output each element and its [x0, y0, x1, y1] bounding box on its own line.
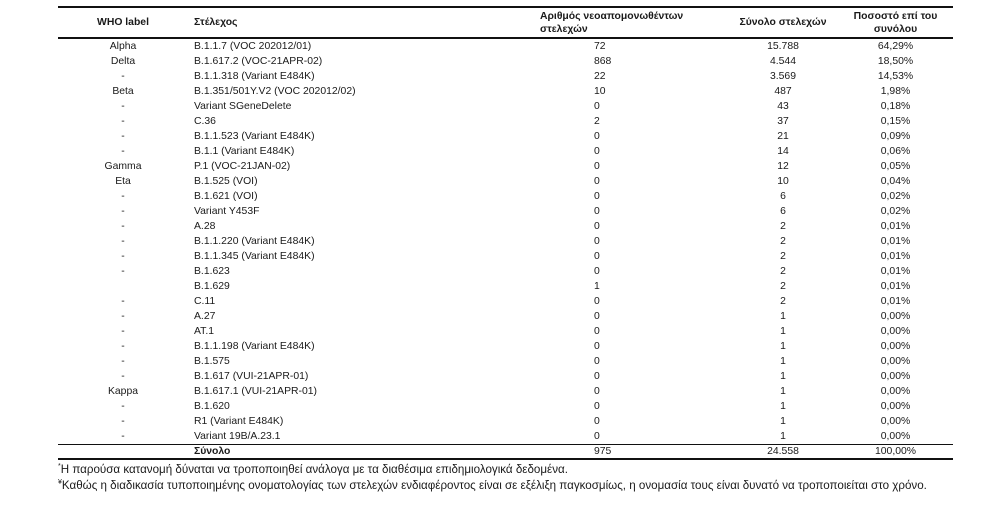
total-cell: 37 [777, 116, 789, 127]
table-row [58, 384, 953, 399]
percentage-cell: 0,00% [880, 341, 911, 352]
who-label-cell: - [121, 326, 125, 337]
who-label-cell: - [121, 431, 125, 442]
new-isolated-cell: 868 [594, 56, 612, 67]
footnote-text: Καθώς η διαδικασία τυποποιημένης ονοματολογίας των στελεχών ενδιαφέροντος είναι σε εξέλιξη παγκοσμίως, η ονομασία τους είναι δυνατό να τροποποιείται στο χρόνο. [61, 479, 927, 492]
new-isolated-cell: 0 [594, 401, 600, 412]
header-percentage: Ποσοστό επί του συνόλου [838, 7, 953, 38]
who-label-cell: - [121, 416, 125, 427]
total-cell: 1 [780, 326, 786, 337]
percentage-cell: 0,01% [880, 236, 911, 247]
percentage-cell: 18,50% [877, 56, 914, 67]
table-row [58, 129, 953, 144]
document-page [58, 6, 953, 494]
who-label-cell: - [121, 146, 125, 157]
who-label-cell: - [121, 191, 125, 202]
total-label: Σύνολο [188, 445, 458, 460]
who-label-cell: Beta [112, 86, 134, 97]
percentage-cell: 64,29% [877, 41, 914, 52]
percentage-cell: 1,98% [880, 86, 911, 97]
total-cell: 4.544 [769, 56, 796, 67]
total-cell: 2 [780, 251, 786, 262]
total-cell: 2 [780, 281, 786, 292]
new-isolated-cell: 22 [594, 71, 606, 82]
who-label-cell: - [121, 101, 125, 112]
strain-cell: B.1.1.220 (Variant E484K) [194, 236, 315, 247]
footnote-marker: ¥ [58, 479, 62, 486]
who-label-cell: Gamma [104, 161, 142, 172]
new-isolated-cell: 0 [594, 266, 600, 277]
variants-table [58, 6, 953, 460]
strain-cell: B.1.1.523 (Variant E484K) [194, 131, 315, 142]
new-isolated-cell: 0 [594, 161, 600, 172]
strain-cell: Variant 19B/A.23.1 [194, 431, 281, 442]
table-row [58, 324, 953, 339]
new-isolated-cell: 0 [594, 146, 600, 157]
new-isolated-cell: 72 [594, 41, 606, 52]
table-row [58, 234, 953, 249]
table-row [58, 38, 953, 54]
percentage-cell: 0,05% [880, 161, 911, 172]
new-isolated-cell: 0 [594, 371, 600, 382]
new-isolated-cell: 0 [594, 431, 600, 442]
who-label-cell: - [121, 116, 125, 127]
strain-cell: B.1.620 [194, 401, 230, 412]
percentage-cell: 0,06% [880, 146, 911, 157]
total-cell: 3.569 [769, 71, 796, 82]
table-row [58, 144, 953, 159]
total-cell: 2 [780, 236, 786, 247]
percentage-cell: 0,01% [880, 221, 911, 232]
total-cell: 1 [780, 386, 786, 397]
total-cell: 1 [780, 401, 786, 412]
who-label-cell: - [121, 371, 125, 382]
who-label-cell [58, 279, 188, 294]
total-cell: 21 [777, 131, 789, 142]
new-isolated-cell: 0 [594, 311, 600, 322]
new-isolated-cell: 0 [594, 236, 600, 247]
footnote-marker: * [58, 463, 61, 470]
percentage-cell: 0,18% [880, 101, 911, 112]
total-cell: 14 [777, 146, 789, 157]
total-cell: 1 [780, 341, 786, 352]
table-row [58, 309, 953, 324]
strain-cell: B.1.617.1 (VUI-21APR-01) [194, 386, 318, 397]
new-isolated-cell: 0 [594, 296, 600, 307]
total-percentage: 100,00% [838, 445, 953, 460]
total-cell: 1 [780, 371, 786, 382]
table-header [58, 7, 953, 38]
total-cell: 1 [780, 431, 786, 442]
new-isolated-cell: 0 [594, 206, 600, 217]
table-row [58, 354, 953, 369]
strain-cell: Variant Y453F [194, 206, 260, 217]
percentage-cell: 0,15% [880, 116, 911, 127]
total-cell: 1 [780, 356, 786, 367]
strain-cell: A.27 [194, 311, 216, 322]
percentage-cell: 0,00% [880, 371, 911, 382]
footnotes [58, 462, 953, 494]
total-cell: 2 [780, 266, 786, 277]
table-row [58, 339, 953, 354]
table-row [58, 264, 953, 279]
table-row [58, 84, 953, 99]
new-isolated-cell: 0 [594, 386, 600, 397]
percentage-cell: 0,01% [880, 281, 911, 292]
total-strains: 24.558 [728, 445, 838, 460]
who-label-cell: - [121, 71, 125, 82]
new-isolated-cell: 0 [594, 356, 600, 367]
total-cell: 6 [780, 206, 786, 217]
total-cell: 10 [777, 176, 789, 187]
table-row [58, 429, 953, 445]
new-isolated-cell: 0 [594, 176, 600, 187]
table-row [58, 99, 953, 114]
table-row [58, 369, 953, 384]
strain-cell: C.11 [194, 296, 216, 307]
new-isolated-cell: 10 [594, 86, 606, 97]
who-label-cell: - [121, 296, 125, 307]
strain-cell: B.1.617 (VUI-21APR-01) [194, 371, 309, 382]
strain-cell: B.1.1.345 (Variant E484K) [194, 251, 315, 262]
who-label-cell: - [121, 356, 125, 367]
total-cell: 6 [780, 191, 786, 202]
table-row [58, 204, 953, 219]
table-row [58, 414, 953, 429]
percentage-cell: 0,01% [880, 251, 911, 262]
strain-cell: B.1.617.2 (VOC-21APR-02) [194, 56, 323, 67]
total-row [58, 445, 953, 460]
percentage-cell: 0,01% [880, 296, 911, 307]
header-new-isolated: Αριθμός νεοαπομονωθέντων στελεχών [458, 7, 728, 38]
percentage-cell: 0,00% [880, 401, 911, 412]
who-label-cell: Eta [115, 176, 131, 187]
percentage-cell: 0,00% [880, 416, 911, 427]
percentage-cell: 0,02% [880, 206, 911, 217]
table-row [58, 279, 953, 294]
strain-cell: B.1.629 [194, 281, 230, 292]
header-who-label: WHO label [58, 7, 188, 38]
table-row [58, 249, 953, 264]
table-row [58, 114, 953, 129]
table-footer [58, 445, 953, 460]
table-row [58, 69, 953, 84]
table-row [58, 174, 953, 189]
percentage-cell: 0,09% [880, 131, 911, 142]
percentage-cell: 0,00% [880, 386, 911, 397]
strain-cell: B.1.351/501Y.V2 (VOC 202012/02) [194, 86, 356, 97]
table-row [58, 189, 953, 204]
header-total: Σύνολο στελεχών [728, 7, 838, 38]
strain-cell: B.1.1.198 (Variant E484K) [194, 341, 315, 352]
who-label-cell: Delta [110, 56, 136, 67]
total-cell: 43 [777, 101, 789, 112]
percentage-cell: 0,01% [880, 266, 911, 277]
strain-cell: B.1.1.7 (VOC 202012/01) [194, 41, 312, 52]
percentage-cell: 14,53% [877, 71, 914, 82]
who-label-cell: - [121, 311, 125, 322]
table-row [58, 399, 953, 414]
table-row [58, 54, 953, 69]
new-isolated-cell: 0 [594, 251, 600, 262]
total-cell: 1 [780, 416, 786, 427]
strain-cell: B.1.1.318 (Variant E484K) [194, 71, 315, 82]
strain-cell: P.1 (VOC-21JAN-02) [194, 161, 291, 172]
percentage-cell: 0,00% [880, 311, 911, 322]
total-cell: 15.788 [767, 41, 799, 52]
strain-cell: Variant SGeneDelete [194, 101, 292, 112]
percentage-cell: 0,00% [880, 326, 911, 337]
percentage-cell: 0,04% [880, 176, 911, 187]
who-label-cell: Kappa [107, 386, 139, 397]
strain-cell: AT.1 [194, 326, 215, 337]
strain-cell: B.1.621 (VOI) [194, 191, 258, 202]
new-isolated-cell: 0 [594, 416, 600, 427]
strain-cell: B.1.525 (VOI) [194, 176, 258, 187]
who-label-cell: - [121, 131, 125, 142]
header-strain: Στέλεχος [188, 7, 458, 38]
strain-cell: C.36 [194, 116, 216, 127]
percentage-cell: 0,00% [880, 431, 911, 442]
new-isolated-cell: 1 [594, 281, 600, 292]
footnote-text: Η παρούσα κατανομή δύναται να τροποποιηθεί ανάλογα με τα διαθέσιμα επιδημιολογικά δεδομένα. [60, 463, 568, 476]
total-cell: 12 [777, 161, 789, 172]
strain-cell: R1 (Variant E484K) [194, 416, 284, 427]
total-cell: 2 [780, 296, 786, 307]
who-label-cell: - [121, 266, 125, 277]
new-isolated-cell: 0 [594, 101, 600, 112]
who-label-cell: - [121, 251, 125, 262]
table-row [58, 294, 953, 309]
footnote-1 [58, 462, 953, 478]
table-row [58, 219, 953, 234]
new-isolated-cell: 2 [594, 116, 600, 127]
new-isolated-cell: 0 [594, 221, 600, 232]
total-cell: 487 [774, 86, 792, 97]
new-isolated-cell: 0 [594, 326, 600, 337]
percentage-cell: 0,02% [880, 191, 911, 202]
header-row [58, 7, 953, 38]
strain-cell: B.1.1 (Variant E484K) [194, 146, 295, 157]
new-isolated-cell: 0 [594, 341, 600, 352]
who-label-cell: - [121, 341, 125, 352]
total-new-isolated: 975 [458, 445, 728, 460]
new-isolated-cell: 0 [594, 131, 600, 142]
who-label-cell: - [121, 221, 125, 232]
who-label-cell: - [121, 206, 125, 217]
who-label-cell: Alpha [109, 41, 137, 52]
total-cell: 2 [780, 221, 786, 232]
who-label-cell: - [121, 401, 125, 412]
percentage-cell: 0,00% [880, 356, 911, 367]
new-isolated-cell: 0 [594, 191, 600, 202]
strain-cell: B.1.575 [194, 356, 230, 367]
total-who-cell [58, 445, 188, 460]
table-row [58, 159, 953, 174]
footnote-2 [58, 478, 953, 494]
table-body [58, 38, 953, 445]
who-label-cell: - [121, 236, 125, 247]
strain-cell: B.1.623 [194, 266, 230, 277]
total-cell: 1 [780, 311, 786, 322]
strain-cell: A.28 [194, 221, 216, 232]
